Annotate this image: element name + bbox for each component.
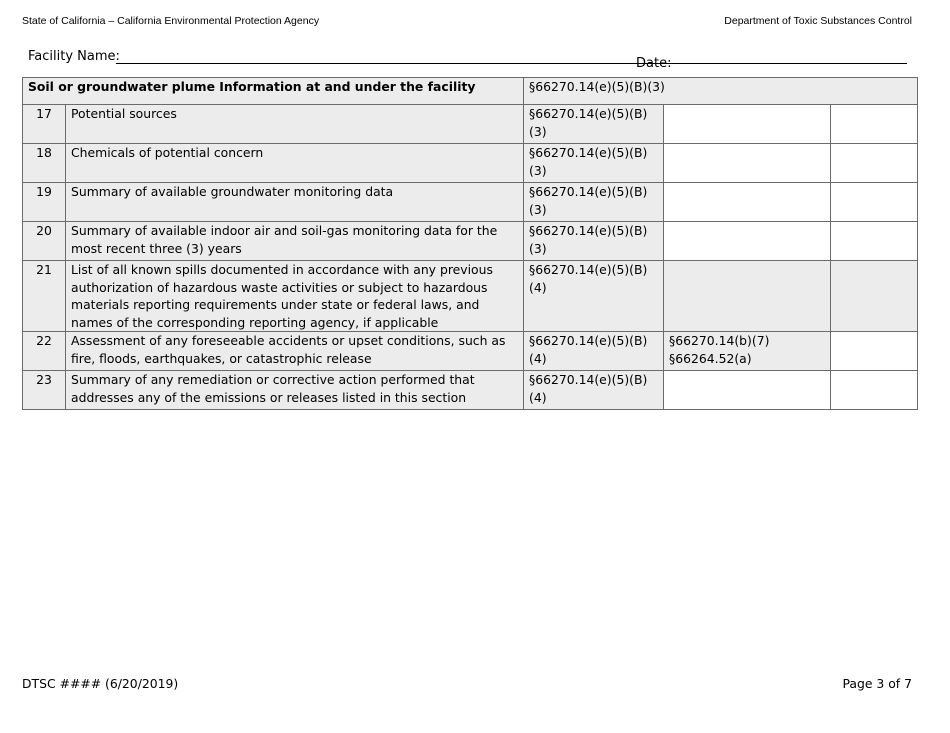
- row-citation: §66270.14(e)(5)(B)(4): [524, 332, 664, 371]
- row-response-cell[interactable]: [831, 371, 918, 410]
- row-response-cell[interactable]: [831, 183, 918, 222]
- row-response-cell[interactable]: [831, 222, 918, 261]
- row-description: List of all known spills documented in accordance with any previous authorization of hazardous waste activities or subject to hazardous materials reporting requirements under state or federal laws, and names of the corresponding reporting agency, if applicable: [66, 261, 524, 332]
- table-row: [23, 222, 918, 261]
- section-header-row: [23, 78, 918, 105]
- row-additional-citation[interactable]: [664, 222, 831, 261]
- row-number: 17: [23, 105, 66, 144]
- row-description: Summary of available groundwater monitoring data: [66, 183, 524, 222]
- row-response-cell[interactable]: [831, 144, 918, 183]
- row-number: 20: [23, 222, 66, 261]
- row-additional-citation[interactable]: [664, 144, 831, 183]
- row-additional-citation: [664, 261, 831, 332]
- row-citation: §66270.14(e)(5)(B)(3): [524, 183, 664, 222]
- facility-name-label: Facility Name:: [28, 49, 120, 64]
- row-citation: §66270.14(e)(5)(B)(3): [524, 105, 664, 144]
- row-additional-citation: [664, 332, 831, 371]
- row-description: Summary of any remediation or corrective action performed that addresses any of the emissions or releases listed in this section: [66, 371, 524, 410]
- row-description: Assessment of any foreseeable accidents or upset conditions, such as fire, floods, earthquakes, or catastrophic release: [66, 332, 524, 371]
- row-response-cell[interactable]: [831, 332, 918, 371]
- row-citation: §66270.14(e)(5)(B)(4): [524, 371, 664, 410]
- table-row: [23, 183, 918, 222]
- table-row: [23, 371, 918, 410]
- row-number: 22: [23, 332, 66, 371]
- header-department: Department of Toxic Substances Control: [724, 15, 912, 27]
- table-row: [23, 105, 918, 144]
- form-number: DTSC #### (6/20/2019): [22, 676, 179, 691]
- facility-line: [28, 48, 908, 72]
- checklist-table: [22, 77, 918, 410]
- row-number: 18: [23, 144, 66, 183]
- row-citation: §66270.14(e)(5)(B)(4): [524, 261, 664, 332]
- row-number: 23: [23, 371, 66, 410]
- row-number: 19: [23, 183, 66, 222]
- row-response-cell: [831, 261, 918, 332]
- section-citation: §66270.14(e)(5)(B)(3): [524, 78, 918, 105]
- row-description: Chemicals of potential concern: [66, 144, 524, 183]
- page-number: Page 3 of 7: [842, 676, 912, 691]
- table-row: [23, 261, 918, 332]
- facility-name-field[interactable]: [116, 63, 720, 64]
- additional-citation-1: §66270.14(b)(7): [669, 333, 770, 348]
- row-description: Summary of available indoor air and soil-gas monitoring data for the most recent three (3) years: [66, 222, 524, 261]
- date-field[interactable]: [683, 63, 907, 64]
- row-additional-citation[interactable]: [664, 183, 831, 222]
- row-additional-citation[interactable]: [664, 371, 831, 410]
- additional-citation-2: §66264.52(a): [669, 350, 752, 366]
- row-citation: §66270.14(e)(5)(B)(3): [524, 222, 664, 261]
- row-number: 21: [23, 261, 66, 332]
- row-additional-citation[interactable]: [664, 105, 831, 144]
- row-citation: §66270.14(e)(5)(B)(3): [524, 144, 664, 183]
- section-title: Soil or groundwater plume Information at and under the facility: [23, 78, 524, 105]
- table-row: [23, 144, 918, 183]
- table-row: [23, 332, 918, 371]
- date-label: Date:: [636, 56, 672, 71]
- row-response-cell[interactable]: [831, 105, 918, 144]
- header-agency: State of California – California Environmental Protection Agency: [22, 15, 320, 27]
- row-description: Potential sources: [66, 105, 524, 144]
